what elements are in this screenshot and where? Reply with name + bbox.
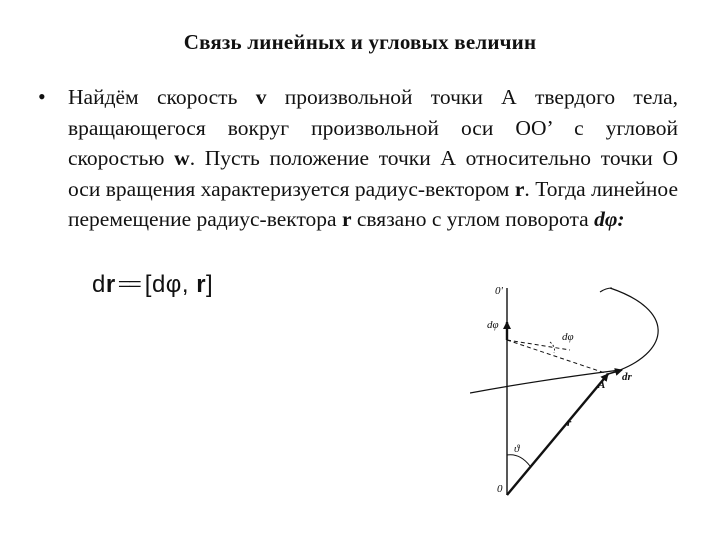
radius-vector-symbol: r bbox=[341, 207, 352, 231]
formula-r: r bbox=[105, 271, 116, 298]
formula-bracket-open: [dφ, bbox=[144, 271, 197, 298]
rotation-angle-symbol: dφ: bbox=[594, 207, 625, 231]
text-segment: Найдём скорость bbox=[68, 85, 256, 109]
angular-velocity-symbol: w bbox=[174, 146, 190, 170]
text-segment: . Пусть положение точки А относительно точки О оси вращения характеризуется радиус-вектором bbox=[68, 146, 678, 201]
label-theta: ϑ bbox=[514, 443, 520, 455]
formula-r-inner: r bbox=[196, 271, 207, 298]
bullet-marker: • bbox=[38, 84, 46, 109]
dashed-radius-2 bbox=[507, 340, 608, 374]
theta-arc bbox=[507, 455, 530, 466]
slide-title: Связь линейных и угловых величин bbox=[183, 30, 537, 54]
text-segment: связано с углом поворота bbox=[351, 207, 595, 231]
text-segment: произвольной точки А твердого тела, вращающегося вокруг произвольной оси ОО’ с угловой скоростью bbox=[68, 85, 679, 170]
bullet-paragraph bbox=[38, 82, 678, 235]
label-r-vector: r bbox=[567, 417, 572, 429]
formula-bracket-close: ] bbox=[206, 271, 214, 298]
rotation-diagram bbox=[470, 270, 680, 510]
label-o-prime: 0' bbox=[495, 285, 503, 297]
formula-d: d bbox=[92, 271, 106, 298]
formula-equals: == bbox=[117, 272, 139, 298]
paragraph-text bbox=[68, 82, 678, 235]
label-o: 0 bbox=[497, 483, 503, 495]
formula-dr bbox=[92, 271, 213, 299]
label-dphi-arc: dφ bbox=[562, 331, 574, 343]
radius-vector-arrow bbox=[507, 374, 608, 495]
text-segment: . Тогда линейное перемещение радиус-вектора bbox=[68, 176, 678, 231]
radius-vector-symbol: r bbox=[514, 176, 525, 201]
top-arc-tick bbox=[600, 288, 612, 292]
dashed-radius-1 bbox=[507, 340, 570, 350]
label-dr: dr bbox=[622, 371, 632, 383]
label-point-a: A bbox=[598, 379, 606, 391]
upper-arc bbox=[610, 288, 658, 370]
velocity-symbol: v bbox=[255, 85, 267, 109]
label-dphi-axis: dφ bbox=[487, 319, 499, 331]
